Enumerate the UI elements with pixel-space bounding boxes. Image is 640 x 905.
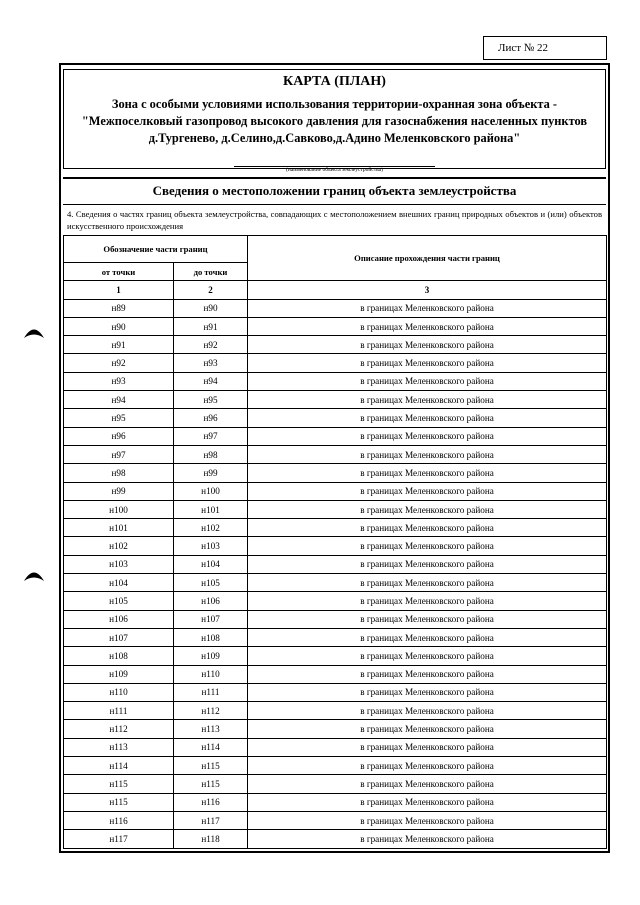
description-cell: в границах Меленковского района — [248, 500, 607, 518]
to-point-cell: н118 — [174, 830, 248, 848]
from-point-cell: н91 — [64, 336, 174, 354]
description-cell: в границах Меленковского района — [248, 610, 607, 628]
table-row — [64, 702, 607, 720]
to-point-cell: н106 — [174, 592, 248, 610]
from-point-cell: н107 — [64, 628, 174, 646]
from-point-cell: н103 — [64, 555, 174, 573]
description-cell: в границах Меленковского района — [248, 391, 607, 409]
column-number: 2 — [174, 281, 248, 299]
to-point-cell: н113 — [174, 720, 248, 738]
to-point-header: до точки — [174, 263, 248, 281]
from-point-cell: н112 — [64, 720, 174, 738]
table-row — [64, 555, 607, 573]
from-point-cell: н115 — [64, 775, 174, 793]
to-point-cell: н100 — [174, 482, 248, 500]
table-row — [64, 592, 607, 610]
description-cell: в границах Меленковского района — [248, 354, 607, 372]
to-point-cell: н109 — [174, 647, 248, 665]
description-cell: в границах Меленковского района — [248, 409, 607, 427]
to-point-cell: н93 — [174, 354, 248, 372]
from-point-cell: н101 — [64, 519, 174, 537]
table-row — [64, 628, 607, 646]
from-point-cell: н90 — [64, 317, 174, 335]
to-point-cell: н116 — [174, 793, 248, 811]
to-point-cell: н102 — [174, 519, 248, 537]
from-point-header: от точки — [64, 263, 174, 281]
description-cell: в границах Меленковского района — [248, 555, 607, 573]
from-point-cell: н106 — [64, 610, 174, 628]
from-point-cell: н117 — [64, 830, 174, 848]
table-row — [64, 665, 607, 683]
from-point-cell: н114 — [64, 757, 174, 775]
to-point-cell: н111 — [174, 683, 248, 701]
table-row — [64, 574, 607, 592]
description-cell: в границах Меленковского района — [248, 720, 607, 738]
to-point-cell: н91 — [174, 317, 248, 335]
description-cell: в границах Меленковского района — [248, 628, 607, 646]
sheet-number: Лист № 22 — [483, 36, 607, 60]
from-point-cell: н89 — [64, 299, 174, 317]
section-note: 4. Сведения о частях границ объекта землеустройства, совпадающих с местоположением внешних границ природных объектов и (или) объектов искусственного происхождения — [67, 209, 602, 231]
description-cell: в границах Меленковского района — [248, 537, 607, 555]
from-point-cell: н110 — [64, 683, 174, 701]
to-point-cell: н112 — [174, 702, 248, 720]
description-cell: в границах Меленковского района — [248, 683, 607, 701]
from-point-cell: н108 — [64, 647, 174, 665]
table-row — [64, 427, 607, 445]
table-row — [64, 610, 607, 628]
description-cell: в границах Меленковского района — [248, 757, 607, 775]
column-number: 3 — [248, 281, 607, 299]
table-body — [64, 299, 607, 848]
to-point-cell: н90 — [174, 299, 248, 317]
document-frame — [59, 63, 610, 853]
to-point-cell: н117 — [174, 811, 248, 829]
table-row — [64, 720, 607, 738]
from-point-cell: н98 — [64, 464, 174, 482]
to-point-cell: н114 — [174, 738, 248, 756]
table-row — [64, 482, 607, 500]
title-block — [63, 69, 606, 173]
from-point-cell: н102 — [64, 537, 174, 555]
to-point-cell: н115 — [174, 775, 248, 793]
description-cell: в границах Меленковского района — [248, 592, 607, 610]
from-point-cell: н111 — [64, 702, 174, 720]
table-row — [64, 372, 607, 390]
description-cell: в границах Меленковского района — [248, 519, 607, 537]
table-row — [64, 445, 607, 463]
table-row — [64, 500, 607, 518]
table-row — [64, 391, 607, 409]
from-point-cell: н95 — [64, 409, 174, 427]
to-point-cell: н95 — [174, 391, 248, 409]
description-cell: в границах Меленковского района — [248, 830, 607, 848]
group-header: Обозначение части границ — [64, 236, 248, 263]
description-cell: в границах Меленковского района — [248, 775, 607, 793]
table-row — [64, 738, 607, 756]
to-point-cell: н108 — [174, 628, 248, 646]
table-row — [64, 317, 607, 335]
to-point-cell: н107 — [174, 610, 248, 628]
description-cell: в границах Меленковского района — [248, 299, 607, 317]
description-cell: в границах Меленковского района — [248, 427, 607, 445]
boundary-table — [63, 235, 607, 849]
table-row — [64, 464, 607, 482]
table-row — [64, 830, 607, 848]
description-cell: в границах Меленковского района — [248, 665, 607, 683]
table-row — [64, 775, 607, 793]
table-row — [64, 757, 607, 775]
from-point-cell: н97 — [64, 445, 174, 463]
object-caption: (наименование объекта землеустройства) — [286, 167, 383, 173]
table-row — [64, 336, 607, 354]
description-cell: в границах Меленковского района — [248, 336, 607, 354]
description-cell: в границах Меленковского района — [248, 811, 607, 829]
description-cell: в границах Меленковского района — [248, 445, 607, 463]
from-point-cell: н94 — [64, 391, 174, 409]
to-point-cell: н98 — [174, 445, 248, 463]
to-point-cell: н103 — [174, 537, 248, 555]
from-point-cell: н99 — [64, 482, 174, 500]
to-point-cell: н96 — [174, 409, 248, 427]
to-point-cell: н97 — [174, 427, 248, 445]
to-point-cell: н101 — [174, 500, 248, 518]
description-cell: в границах Меленковского района — [248, 482, 607, 500]
description-cell: в границах Меленковского района — [248, 464, 607, 482]
description-cell: в границах Меленковского района — [248, 372, 607, 390]
table-row — [64, 793, 607, 811]
from-point-cell: н92 — [64, 354, 174, 372]
punch-hole-icon — [23, 568, 45, 582]
from-point-cell: н116 — [64, 811, 174, 829]
from-point-cell: н115 — [64, 793, 174, 811]
to-point-cell: н94 — [174, 372, 248, 390]
description-cell: в границах Меленковского района — [248, 702, 607, 720]
table-row — [64, 647, 607, 665]
section-title: Сведения о местоположении границ объекта землеустройства — [152, 183, 517, 198]
from-point-cell: н96 — [64, 427, 174, 445]
to-point-cell: н92 — [174, 336, 248, 354]
description-cell: в границах Меленковского района — [248, 647, 607, 665]
table-row — [64, 519, 607, 537]
description-cell: в границах Меленковского района — [248, 738, 607, 756]
description-cell: в границах Меленковского района — [248, 574, 607, 592]
document-title: КАРТА (ПЛАН) — [283, 74, 386, 89]
description-cell: в границах Меленковского района — [248, 793, 607, 811]
section-header — [63, 177, 606, 205]
column-number: 1 — [64, 281, 174, 299]
punch-hole-icon — [23, 325, 45, 339]
to-point-cell: н104 — [174, 555, 248, 573]
to-point-cell: н99 — [174, 464, 248, 482]
table-row — [64, 811, 607, 829]
description-cell: в границах Меленковского района — [248, 317, 607, 335]
from-point-cell: н93 — [64, 372, 174, 390]
from-point-cell: н113 — [64, 738, 174, 756]
to-point-cell: н105 — [174, 574, 248, 592]
from-point-cell: н109 — [64, 665, 174, 683]
table-row — [64, 409, 607, 427]
from-point-cell: н100 — [64, 500, 174, 518]
document-subtitle: Зона с особыми условиями использования территории-охранная зона объекта -"Межпоселковый газопровод высокого давления для газоснабжения населенных пунктов д.Тургенево, д.Селино,д.Савково,д.Адино Меленковского района" — [81, 97, 588, 145]
table-row — [64, 537, 607, 555]
description-header: Описание прохождения части границ — [248, 236, 607, 281]
from-point-cell: н104 — [64, 574, 174, 592]
to-point-cell: н110 — [174, 665, 248, 683]
to-point-cell: н115 — [174, 757, 248, 775]
table-row — [64, 683, 607, 701]
from-point-cell: н105 — [64, 592, 174, 610]
table-row — [64, 354, 607, 372]
table-row — [64, 299, 607, 317]
